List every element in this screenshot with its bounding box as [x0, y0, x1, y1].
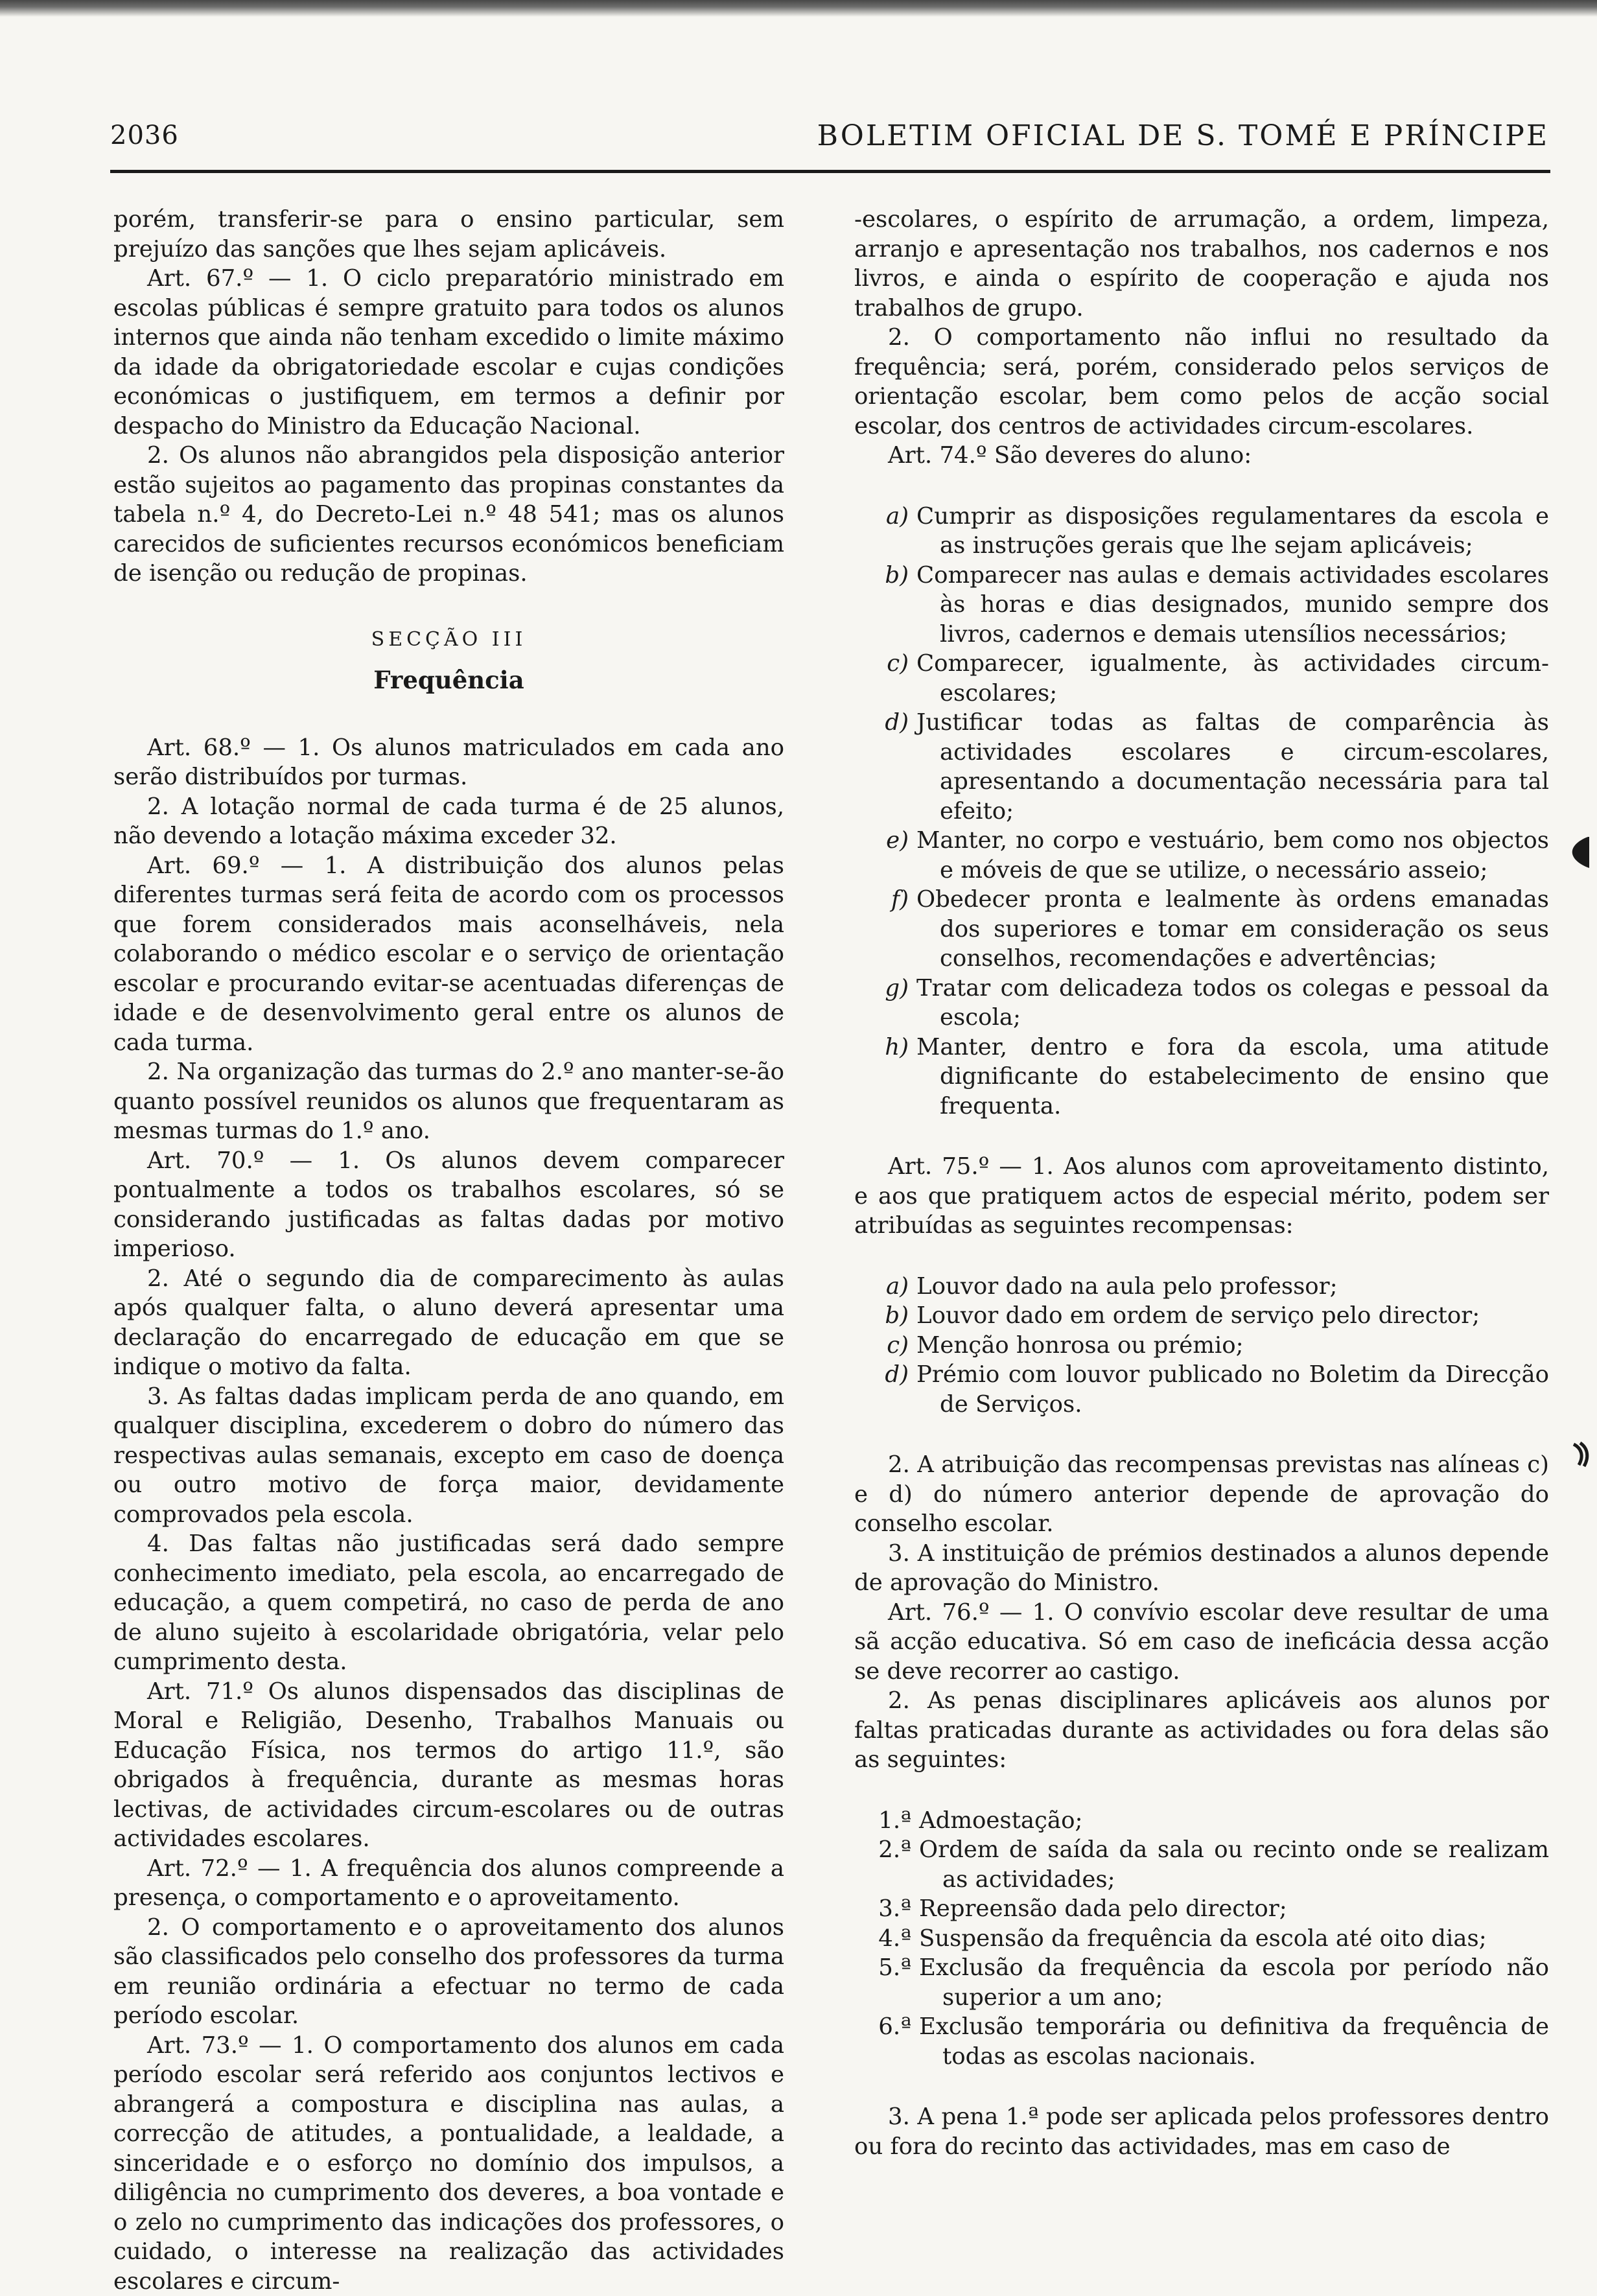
running-title: BOLETIM OFICIAL DE S. TOMÉ E PRÍNCIPE [817, 119, 1549, 152]
list-item [854, 974, 1549, 1033]
list-text: Ordem de saída da sala ou recinto onde se realizam as actividades; [919, 1835, 1549, 1894]
paragraph: 2. O comportamento não influi no resultado da frequência; será, porém, considerado pelos serviços de orientação escolar, bem como pelos de acção social escolar, dos centros de actividades circum-escolares. [854, 323, 1549, 441]
paragraph: 3. As faltas dadas implicam perda de ano quando, em qualquer disciplina, excederem o dobro do número das respectivas aulas semanais, excepto em caso de doença ou outro motivo de força maior, devidamente comprovados pela escola. [113, 1382, 784, 1530]
page-number: 2036 [110, 121, 179, 150]
list-text: Cumprir as disposições regulamentares da escola e as instruções gerais que lhe sejam aplicáveis; [916, 502, 1549, 561]
list-label: c) [854, 1331, 916, 1361]
list-item [854, 1272, 1549, 1302]
paragraph: 3. A instituição de prémios destinados a alunos depende de aprovação do Ministro. [854, 1539, 1549, 1598]
paragraph: 2. A atribuição das recompensas previstas nas alíneas c) e d) do número anterior depende de aprovação do conselho escolar. [854, 1450, 1549, 1539]
list-label: 1.ª [854, 1806, 919, 1836]
list-label: a) [854, 502, 916, 532]
list-label: 3.ª [854, 1894, 919, 1924]
list-item [854, 708, 1549, 826]
list-text: Comparecer nas aulas e demais actividades escolares às horas e dias designados, munido sempre dos livros, cadernos e demais utensílios necessários; [916, 561, 1549, 650]
paragraph: 4. Das faltas não justificadas será dado sempre conhecimento imediato, pela escola, ao encarregado de educação, a quem competirá, no caso de perda de ano de aluno sujeito à escolaridade obrigatória, velar pelo cumprimento desta. [113, 1529, 784, 1677]
list-label: 5.ª [854, 1953, 919, 1983]
list-text: Tratar com delicadeza todos os colegas e pessoal da escola; [916, 974, 1549, 1033]
section-label: SECÇÃO III [113, 625, 784, 655]
paragraph: Art. 67.º — 1. O ciclo preparatório ministrado em escolas públicas é sempre gratuito para todos os alunos internos que ainda não tenham excedido o limite máximo da idade da obrigatoriedade escolar e cujas condições económicas o justifiquem, em termos a definir por despacho do Ministro da Educação Nacional. [113, 264, 784, 441]
list-label: g) [854, 974, 916, 1003]
binding-mark-icon [1566, 833, 1592, 872]
list-label: d) [854, 708, 916, 738]
list-text: Admoestação; [919, 1806, 1549, 1836]
list-label: e) [854, 826, 916, 856]
paragraph: Art. 68.º — 1. Os alunos matriculados em cada ano serão distribuídos por turmas. [113, 733, 784, 792]
list-item [854, 885, 1549, 974]
list-item [854, 1033, 1549, 1121]
scan-edge [0, 0, 1597, 17]
list-item [854, 1331, 1549, 1361]
list-label: b) [854, 1301, 916, 1331]
paragraph: porém, transferir-se para o ensino particular, sem prejuízo das sanções que lhes sejam aplicáveis. [113, 205, 784, 264]
paragraph: 2. O comportamento e o aproveitamento dos alunos são classificados pelo conselho dos professores da turma em reunião ordinária a efectuar no termo de cada período escolar. [113, 1913, 784, 2031]
paragraph: -escolares, o espírito de arrumação, a ordem, limpeza, arranjo e apresentação nos trabalhos, nos cadernos e nos livros, e ainda o espírito de cooperação e ajuda nos trabalhos de grupo. [854, 205, 1549, 323]
list-item [854, 2012, 1549, 2071]
list-text: Exclusão temporária ou definitiva da frequência de todas as escolas nacionais. [919, 2012, 1549, 2071]
paragraph: 2. As penas disciplinares aplicáveis aos alunos por faltas praticadas durante as actividades ou fora delas são as seguintes: [854, 1686, 1549, 1775]
paragraph: Art. 76.º — 1. O convívio escolar deve resultar de uma sã acção educativa. Só em caso de ineficácia dessa acção se deve recorrer ao castigo. [854, 1598, 1549, 1687]
list-text: Justificar todas as faltas de comparência às actividades escolares e circum-escolares, apresentando a documentação necessária para tal efeito; [916, 708, 1549, 826]
list-item [854, 1301, 1549, 1331]
binding-mark-icon [1570, 1439, 1592, 1470]
list-item [854, 649, 1549, 708]
list-text: Obedecer pronta e lealmente às ordens emanadas dos superiores e tomar em consideração os seus conselhos, recomendações e advertências; [916, 885, 1549, 974]
list-label: 2.ª [854, 1835, 919, 1865]
paragraph: 2. Na organização das turmas do 2.º ano manter-se-ão quanto possível reunidos os alunos que frequentaram as mesmas turmas do 1.º ano. [113, 1057, 784, 1146]
rewards-list [854, 1272, 1549, 1420]
paragraph: Art. 69.º — 1. A distribuição dos alunos pelas diferentes turmas será feita de acordo com os processos que forem considerados mais aconselháveis, nela colaborando o médico escolar e o serviço de orientação escolar e procurando evitar-se acentuadas diferenças de idade e de desenvolvimento geral entre os alunos de cada turma. [113, 851, 784, 1058]
list-text: Louvor dado em ordem de serviço pelo director; [916, 1301, 1549, 1331]
list-item [854, 502, 1549, 561]
left-column [113, 205, 784, 2296]
page-header [110, 109, 1549, 154]
header-rule [110, 170, 1550, 173]
paragraph: 2. Até o segundo dia de comparecimento às aulas após qualquer falta, o aluno deverá apresentar uma declaração do encarregado de educação em que se indique o motivo da falta. [113, 1264, 784, 1382]
list-text: Manter, no corpo e vestuário, bem como nos objectos e móveis de que se utilize, o necessário asseio; [916, 826, 1549, 885]
list-text: Repreensão dada pelo director; [919, 1894, 1549, 1924]
paragraph: Art. 74.º São deveres do aluno: [854, 441, 1549, 471]
list-label: h) [854, 1033, 916, 1062]
section-title: Frequência [113, 666, 784, 696]
list-text: Exclusão da frequência da escola por período não superior a um ano; [919, 1953, 1549, 2012]
list-text: Manter, dentro e fora da escola, uma atitude dignificante do estabelecimento de ensino que frequenta. [916, 1033, 1549, 1121]
list-label: b) [854, 561, 916, 591]
list-item [854, 1835, 1549, 1894]
right-column [854, 205, 1549, 2161]
list-label: f) [854, 885, 916, 915]
list-label: 4.ª [854, 1924, 919, 1954]
list-label: 6.ª [854, 2012, 919, 2042]
list-item [854, 826, 1549, 885]
list-item [854, 1806, 1549, 1836]
paragraph: Art. 71.º Os alunos dispensados das disciplinas de Moral e Religião, Desenho, Trabalhos Manuais ou Educação Física, nos termos do artigo 11.º, são obrigados à frequência, durante as mesmas horas lectivas, de actividades circum-escolares ou de outras actividades escolares. [113, 1677, 784, 1854]
list-label: c) [854, 649, 916, 679]
list-text: Louvor dado na aula pelo professor; [916, 1272, 1549, 1302]
list-text: Prémio com louvor publicado no Boletim da Direcção de Serviços. [916, 1360, 1549, 1419]
list-text: Suspensão da frequência da escola até oito dias; [919, 1924, 1549, 1954]
paragraph: Art. 73.º — 1. O comportamento dos alunos em cada período escolar será referido aos conjuntos lectivos e abrangerá a compostura e disciplina nas aulas, a correcção de atitudes, a pontualidade, a lealdade, a sinceridade e o esforço no domínio dos impulsos, a diligência no cumprimento dos deveres, a boa vontade e o zelo no cumprimento das indicações dos professores, o cuidado, o interesse na realização das actividades escolares e circum- [113, 2031, 784, 2296]
list-item [854, 561, 1549, 650]
list-text: Comparecer, igualmente, às actividades circum-escolares; [916, 649, 1549, 708]
paragraph: 3. A pena 1.ª pode ser aplicada pelos professores dentro ou fora do recinto das actividades, mas em caso de [854, 2102, 1549, 2161]
list-item [854, 1360, 1549, 1419]
list-item [854, 1953, 1549, 2012]
penalties-list [854, 1806, 1549, 2072]
list-item [854, 1894, 1549, 1924]
list-text: Menção honrosa ou prémio; [916, 1331, 1549, 1361]
paragraph: 2. Os alunos não abrangidos pela disposição anterior estão sujeitos ao pagamento das propinas constantes da tabela n.º 4, do Decreto-Lei n.º 48 541; mas os alunos carecidos de suficientes recursos económicos beneficiam de isenção ou redução de propinas. [113, 441, 784, 589]
duties-list [854, 502, 1549, 1121]
list-item [854, 1924, 1549, 1954]
paragraph: Art. 72.º — 1. A frequência dos alunos compreende a presença, o comportamento e o aproveitamento. [113, 1854, 784, 1913]
paragraph: Art. 75.º — 1. Aos alunos com aproveitamento distinto, e aos que pratiquem actos de especial mérito, podem ser atribuídas as seguintes recompensas: [854, 1152, 1549, 1241]
list-label: a) [854, 1272, 916, 1302]
paragraph: 2. A lotação normal de cada turma é de 25 alunos, não devendo a lotação máxima exceder 32. [113, 792, 784, 851]
paragraph: Art. 70.º — 1. Os alunos devem comparecer pontualmente a todos os trabalhos escolares, só se considerando justificadas as faltas dadas por motivo imperioso. [113, 1146, 784, 1264]
list-label: d) [854, 1360, 916, 1390]
